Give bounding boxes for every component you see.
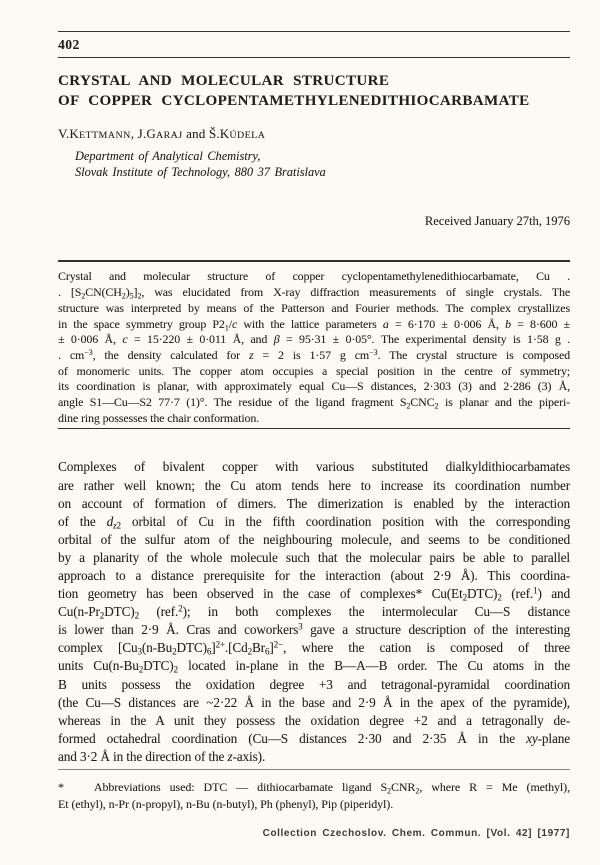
text-line: angle S1—Cu—S2 77·7 (1)°. The residue of the ligand fragment $S_2CNC_2$ is planar and the piperi- — [58, 395, 571, 411]
text-line: (the Cu—S distances are ~2·22 Å in the base and 2·9 Å in the apex of the pyramide), — [58, 694, 570, 710]
journal-footer: Collection Czechoslov. Chem. Commun. [Vol. 42] [1977] — [262, 828, 570, 840]
affiliation-line-1: Department of Analytical Chemistry, — [75, 149, 261, 163]
received-date: Received January 27th, 1976 — [424, 214, 570, 229]
title-line-2: OF COPPER CYCLOPENTAMETHYLENEDITHIOCARBAMATE — [58, 93, 530, 109]
text-line: . $cm^{-3}$, the density calculated for z = 2 is 1·57 g $cm^{-3}$. The crystal structure is composed — [58, 347, 570, 362]
body-paragraph — [58, 458, 570, 766]
text-line: of monomeric units. The copper atom occupies a special position in the centre of symmetry; — [58, 363, 570, 378]
text-line: complex $[Cu_3(n-Bu_2DTC)_6]^{2+}.[Cd_2Br_6]^{2-}$, where the cation is composed of three — [58, 639, 570, 657]
text-line: whereas in the A unit they possess the oxidation degree +2 and a tetragonally de- — [58, 712, 570, 728]
page-number: 402 — [58, 37, 80, 52]
footnote-section — [58, 770, 570, 812]
text-line: Crystal and molecular structure of copper cyclopentamethylenedithiocarbamate, Cu . — [58, 269, 570, 284]
text-line: on account of formation of dimers. The dimerization is enabled by the interaction — [58, 495, 570, 511]
abstract-section — [58, 262, 570, 426]
title-line-1: CRYSTAL AND MOLECULAR STRUCTURE — [58, 73, 390, 89]
text-line: structure was interpreted by means of the Patterson and Fourier methods. The complex crystallizes — [58, 300, 570, 315]
affiliation-line-2: Slovak Institute of Technology, 880 37 Bratislava — [75, 165, 326, 180]
text-line: and 3·2 Å in the direction of the z-axis). — [58, 748, 266, 764]
text-line: ± 0·006 Å, c = 15·220 ± 0·011 Å, and β = 95·31 ± 0·05°. The experimental density is 1·58 g . — [58, 332, 570, 347]
text-line: in the space symmetry group $P2_1/c$ with the lattice parameters a = 6·170 ± 0·006 Å, b = 8·600 ± — [58, 316, 570, 332]
text-line: B units possess the oxidation degree +3 and tetragonal-pyramidal coordination — [58, 676, 570, 692]
text-line: * Abbreviations used: DTC — dithiocarbamate ligand $S_2CNR_2$, where R = Me (methyl), — [58, 780, 570, 796]
authors-line: V.KETTMANN, J.GARAJ and Š.KÚDELA — [58, 126, 266, 141]
text-line: is lower than 2·9 Å. Cras and coworkers$^3$ gave a structure description of the interesting — [58, 621, 570, 638]
text-line: units $Cu(n-Bu_2DTC)_2$ located in-plane in the B—A—B order. The Cu atoms in the — [58, 658, 571, 675]
text-line: are rather well known; the Cu atom tends here to increase its coordination number — [58, 477, 570, 493]
text-line: Et (ethyl), n-Pr (n-propyl), n-Bu (n-butyl), Ph (phenyl), Pip (piperidyl). — [58, 796, 394, 811]
text-line: by a planarity of the whole molecule such that the molecular pairs be able to parallel — [58, 549, 570, 565]
text-line: formed octahedral coordination (Cu—S distances 2·30 and 2·35 Å in the xy-plane — [58, 730, 570, 746]
text-line: its coordination is planar, with approximately equal Cu—S distances, 2·303 (3) and 2·286 (3) Å, — [58, 379, 570, 394]
text-line: dine ring possesses the chair conformation. — [58, 410, 260, 425]
abstract-bottom-rule — [58, 428, 570, 429]
text-line: Complexes of bivalent copper with various substituted dialkyldithiocarbamates — [58, 459, 570, 475]
text-line: tion geometry has been observed in the case of complexes* $Cu(Et_2DTC)_2$ (ref.$^1$) and — [58, 585, 570, 603]
header-rule — [58, 57, 570, 58]
text-line: orbital of the sulfur atom of the neighbouring molecule, and seems to be conditioned — [58, 531, 570, 547]
text-line: approach to a distance prerequisite for the interaction (about 2·9 Å). This coordina- — [58, 568, 570, 583]
text-line: $Cu(n-Pr_2DTC)_2$ (ref.$^2$); in both complexes the intermolecular Cu—S distance — [58, 603, 570, 621]
article-title — [58, 71, 570, 111]
affiliation — [75, 148, 570, 180]
text-line: . $[S_2CN(CH_2)_5]_2$, was elucidated from X-ray diffraction measurements of single crystals. The — [58, 285, 570, 301]
text-line: of the $d_{z2}$ orbital of Cu in the fifth coordination position with the corresponding — [58, 513, 570, 531]
